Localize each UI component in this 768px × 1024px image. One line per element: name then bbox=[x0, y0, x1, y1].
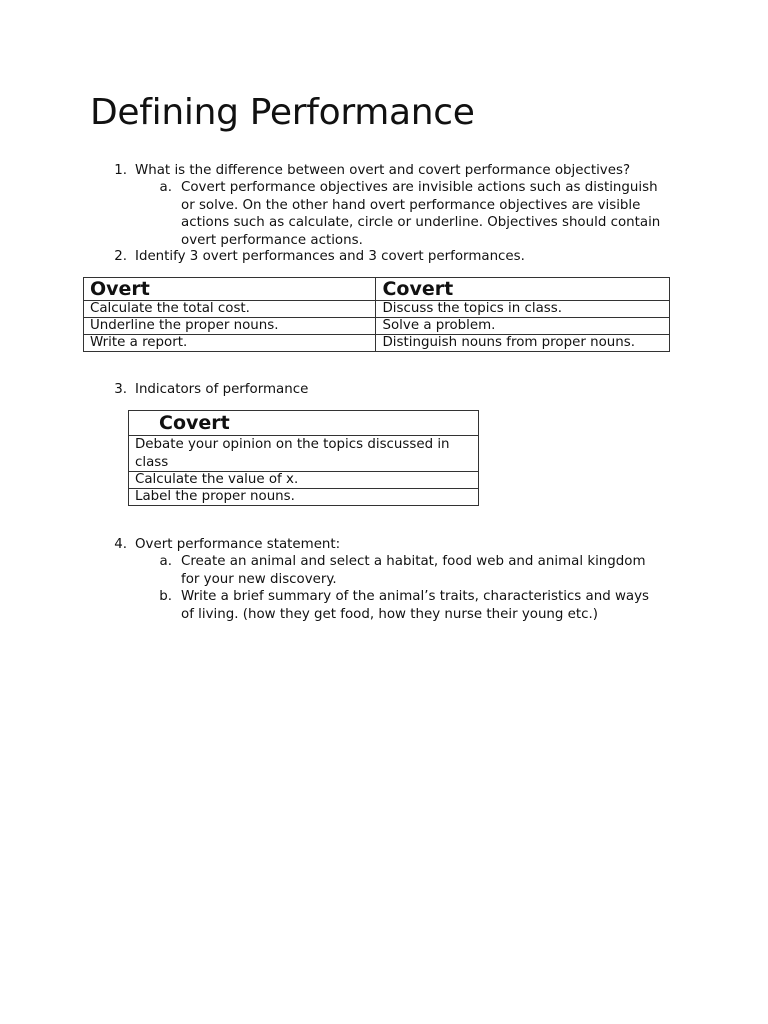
table-header-row bbox=[84, 278, 670, 301]
list-marker: 2. bbox=[114, 249, 127, 264]
list-marker: 1. bbox=[114, 163, 127, 178]
sub-item-line: or solve. On the other hand overt performance objectives are visible bbox=[181, 197, 641, 213]
list-item-text: Overt performance statement: bbox=[135, 537, 341, 552]
sub-item-line: Create an animal and select a habitat, food web and animal kingdom bbox=[181, 554, 646, 569]
list-marker: 4. bbox=[114, 537, 127, 552]
table-row bbox=[129, 471, 479, 488]
sub-item-line: of living. (how they get food, how they nurse their young etc.) bbox=[181, 606, 599, 622]
table-cell: Calculate the value of x. bbox=[129, 471, 479, 488]
cell-line: Debate your opinion on the topics discussed in bbox=[135, 437, 450, 452]
column-header-overt: Overt bbox=[84, 278, 376, 301]
list-item-text: Identify 3 overt performances and 3 covert performances. bbox=[135, 249, 525, 264]
table-row bbox=[84, 301, 670, 318]
page-title: Defining Performance bbox=[90, 92, 475, 133]
cell-line: class bbox=[135, 454, 169, 470]
table-cell: Label the proper nouns. bbox=[129, 488, 479, 505]
table-cell: Calculate the total cost. bbox=[84, 301, 376, 318]
list-item-text: What is the difference between overt and covert performance objectives? bbox=[135, 163, 631, 178]
table-cell: Discuss the topics in class. bbox=[376, 301, 670, 318]
table-cell: Distinguish nouns from proper nouns. bbox=[376, 335, 670, 352]
indicators-table bbox=[128, 410, 479, 506]
table-cell: Write a report. bbox=[84, 335, 376, 352]
sub-list-marker: a. bbox=[159, 554, 172, 569]
performance-table bbox=[83, 277, 670, 352]
list-item-text: Indicators of performance bbox=[135, 382, 309, 397]
table-row bbox=[84, 318, 670, 335]
column-header-covert: Covert bbox=[129, 411, 479, 436]
table-cell: Underline the proper nouns. bbox=[84, 318, 376, 335]
sub-item-line: overt performance actions. bbox=[181, 232, 363, 248]
column-header-covert: Covert bbox=[376, 278, 670, 301]
sub-item-line: for your new discovery. bbox=[181, 571, 337, 587]
table-cell bbox=[129, 436, 479, 472]
list-marker: 3. bbox=[114, 382, 127, 397]
table-row bbox=[129, 488, 479, 505]
sub-item-line: Write a brief summary of the animal’s traits, characteristics and ways bbox=[181, 589, 650, 604]
table-cell: Solve a problem. bbox=[376, 318, 670, 335]
sub-list-marker: a. bbox=[159, 180, 172, 195]
table-row bbox=[129, 436, 479, 472]
table-header-row bbox=[129, 411, 479, 436]
sub-list-marker: b. bbox=[159, 589, 172, 604]
sub-item-line: actions such as calculate, circle or underline. Objectives should contain bbox=[181, 215, 661, 230]
sub-item-line: Covert performance objectives are invisible actions such as distinguish bbox=[181, 180, 658, 195]
table-row bbox=[84, 335, 670, 352]
